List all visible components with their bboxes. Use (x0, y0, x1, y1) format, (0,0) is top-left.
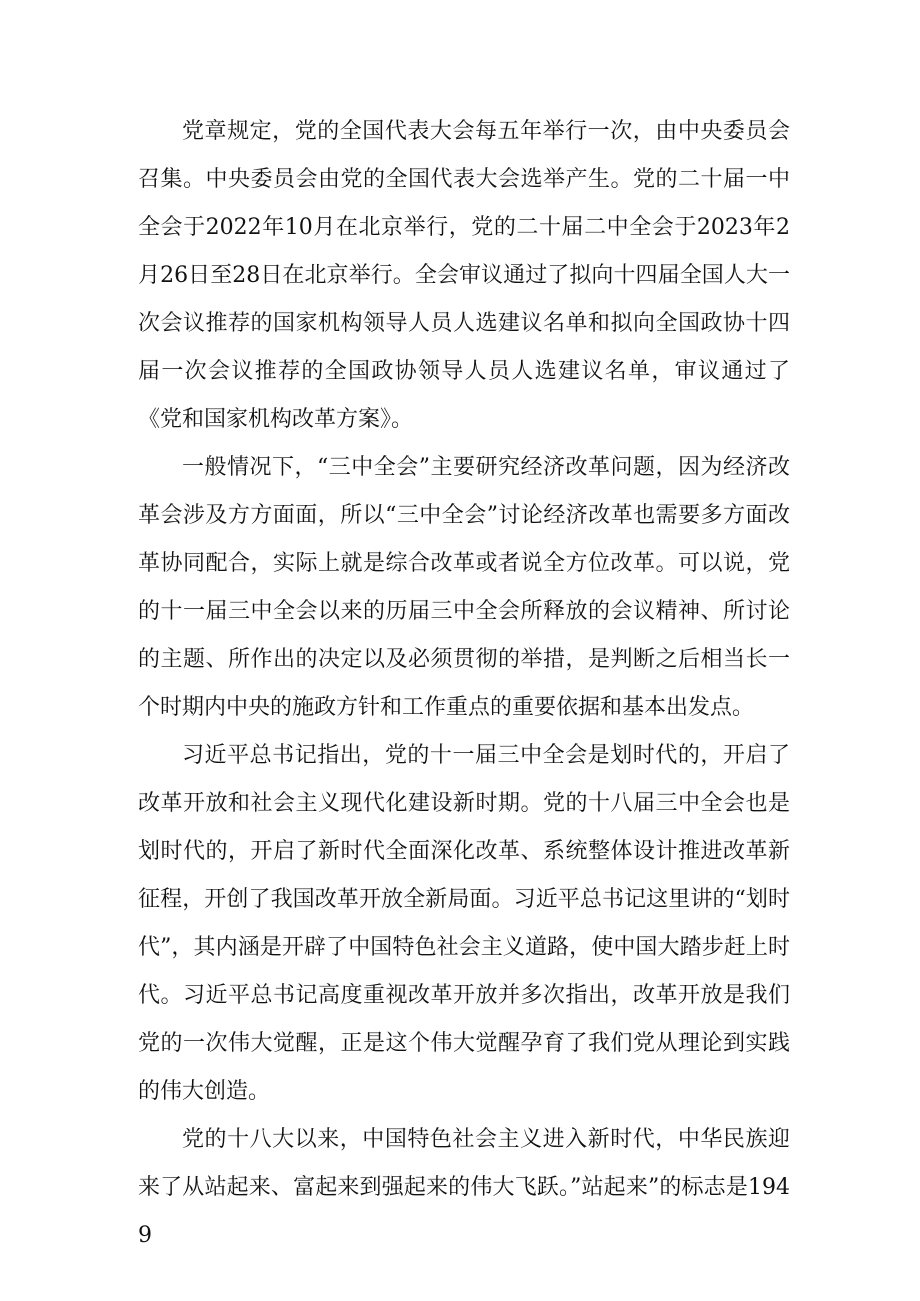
paragraph-3: 习近平总书记指出，党的十一届三中全会是划时代的，开启了改革开放和社会主义现代化建设新时期。党的十八届三中全会也是划时代的，开启了新时代全面深化改革、系统整体设计推进改革新征程，开创了我国改革开放全新局面。习近平总书记这里讲的“划时代”，其内涵是开辟了中国特色社会主义道路，使中国大踏步赶上时代。习近平总书记高度重视改革开放并多次指出，改革开放是我们党的一次伟大觉醒，正是这个伟大觉醒孕育了我们党从理论到实践的伟大创造。 (138, 743, 790, 1104)
paragraph-1: 党章规定，党的全国代表大会每五年举行一次，由中央委员会召集。中央委员会由党的全国代表大会选举产生。党的二十届一中全会于2022年10月在北京举行，党的二十届二中全会于2023年2月26日至28日在北京举行。全会审议通过了拟向十四届全国人大一次会议推荐的国家机构领导人员人选建议名单和拟向全国政协十四届一次会议推荐的全国政协领导人员人选建议名单，审议通过了《党和国家机构改革方案》。 (138, 119, 790, 432)
document-body (138, 108, 790, 1260)
paragraph-4: 党的十八大以来，中国特色社会主义进入新时代，中华民族迎来了从站起来、富起来到强起来的伟大飞跃。”站起来”的标志是1949 (138, 1127, 790, 1248)
paragraph-2: 一般情况下，“三中全会”主要研究经济改革问题，因为经济改革会涉及方方面面，所以“三中全会”讨论经济改革也需要多方面改革协同配合，实际上就是综合改革或者说全方位改革。可以说，党的十一届三中全会以来的历届三中全会所释放的会议精神、所讨论的主题、所作出的决定以及必须贯彻的举措，是判断之后相当长一个时期内中央的施政方针和工作重点的重要依据和基本出发点。 (138, 455, 790, 720)
